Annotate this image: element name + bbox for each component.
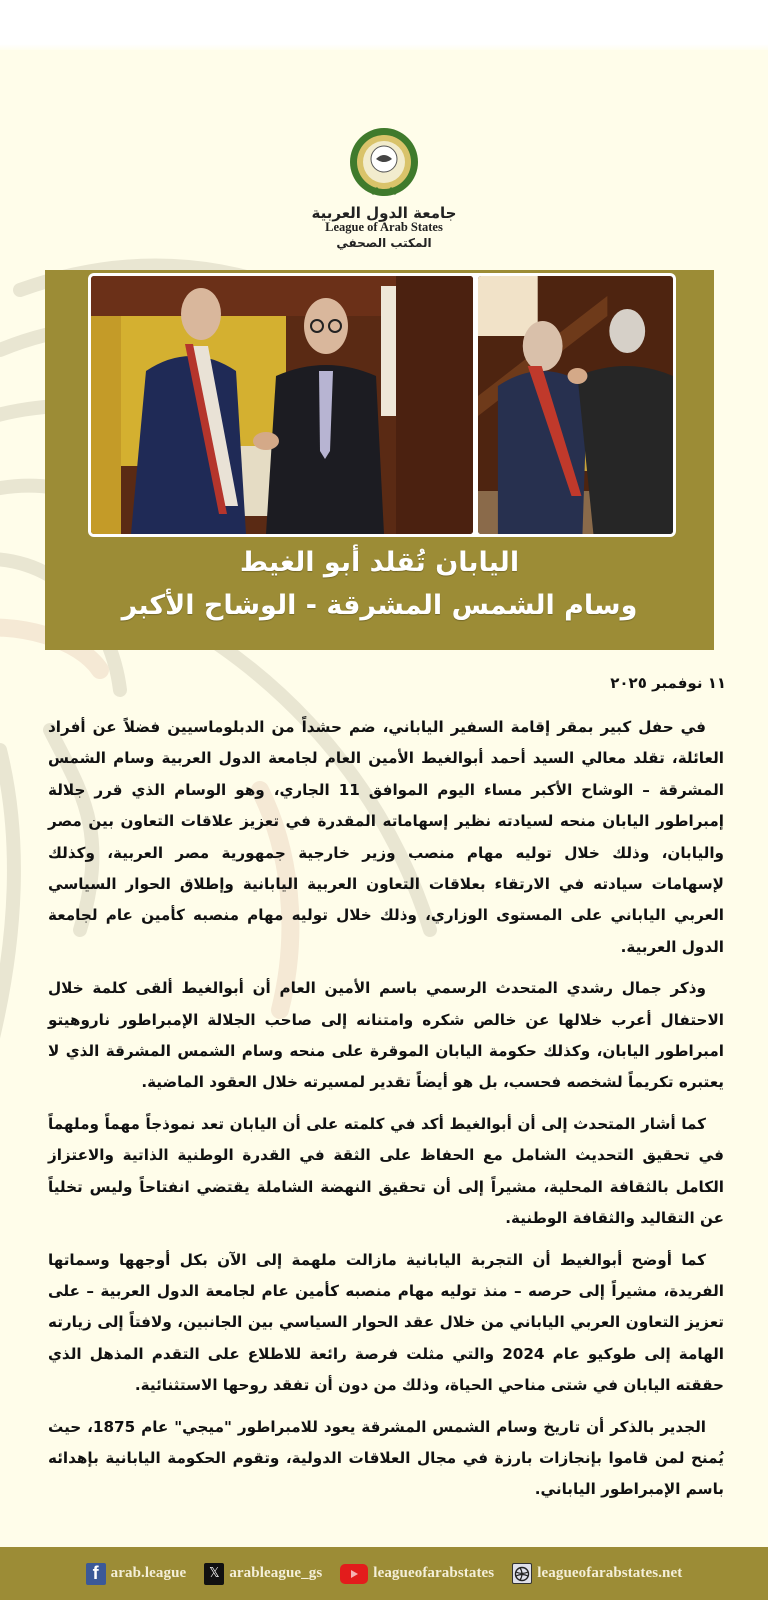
photo-sash-ceremony: [478, 276, 673, 534]
article-paragraph: وذكر جمال رشدي المتحدث الرسمي باسم الأمين العام أن أبوالغيط ألقى كلمة خلال الاحتفال أعرب خلالها عن خالص شكره وامتنانه إلى صاحب الجلالة الإمبراطور ناروهيتو امبراطور اليابان، وكذلك حكومة اليابان الموقرة على منحه وسام الشمس المشرقة الذي لا يعتبره تكريماً لشخصه فحسب، بل هو أيضاً تقدير لمسيرته خلال العقود الماضية.: [48, 979, 724, 1092]
press-office-label: المكتب الصحفي: [336, 236, 432, 250]
x-handle: arableague_gs: [229, 1565, 323, 1581]
article-body: [48, 712, 724, 1516]
website-icon: [512, 1563, 532, 1584]
article-paragraph: كما أشار المتحدث إلى أن أبوالغيط أكد في كلمته على أن اليابان تعد نموذجاً مهماً وملهماً في تحقيق التحديث الشامل مع الحفاظ على الثقة في القدرة الوطنية الذاتية والاعتزاز الكامل بالثقافة المحلية، مشيراً إلى أن تحقيق النهضة الشاملة يقتضي انفتاحاً وليس تخلياً عن التقاليد والثقافة الوطنية.: [48, 1114, 724, 1228]
article-date: ١١ نوفمبر ٢٠٢٥: [610, 674, 726, 692]
article-paragraph: كما أوضح أبوالغيط أن التجربة اليابانية مازالت ملهمة إلى الآن بكل أوجهها وسماتها الفريدة، مشيراً إلى حرصه – منذ توليه مهام منصبه كأمين عام لجامعة الدول العربية – على تعزيز التعاون العربي الياباني من خلال عقد الحوار السياسي بين الجانبين، ولافتاً إلى زيارته الهامة إلى طوكيو عام 2024 والتي مثلت فرصة رائعة للاطلاع على التقدم المذهل الذي حققته اليابان في شتى مناحي الحياة، وذلك من دون أن تفقد روحها الاستثنائية.: [48, 1250, 725, 1395]
article-paragraph: الجدير بالذكر أن تاريخ وسام الشمس المشرقة يعود للامبراطور "ميجي" عام 1875، حيث يُمنح لمن قاموا بإنجازات بارزة في مجال العلاقات الدولية، وتقوم الحكومة اليابانية بإهدائه باسم الإمبراطور الياباني.: [48, 1417, 724, 1499]
hero-panel: [45, 270, 714, 650]
photo-handshake: [91, 276, 473, 534]
social-link-facebook[interactable]: [86, 1563, 187, 1585]
social-link-youtube[interactable]: [340, 1564, 494, 1584]
top-margin: [0, 0, 768, 50]
youtube-icon: [340, 1564, 368, 1584]
headline-line-2: وسام الشمس المشرقة - الوشاح الأكبر: [121, 590, 638, 621]
facebook-icon: f: [86, 1563, 106, 1585]
photo-frame: [88, 273, 676, 537]
facebook-handle: arab.league: [110, 1565, 187, 1581]
social-footer: [0, 1547, 768, 1600]
youtube-handle: leagueofarabstates: [373, 1565, 495, 1581]
x-twitter-icon: 𝕏: [204, 1563, 224, 1585]
social-link-website[interactable]: [512, 1563, 682, 1584]
social-link-x[interactable]: [204, 1563, 322, 1585]
arab-league-emblem-icon: [344, 124, 424, 204]
org-name-arabic: جامعة الدول العربية: [311, 204, 457, 222]
org-name-english: League of Arab States: [325, 220, 443, 234]
headline-line-1: اليابان تُقلد أبو الغيط: [239, 547, 520, 578]
website-url: leagueofarabstates.net: [537, 1565, 683, 1581]
article-paragraph: في حفل كبير بمقر إقامة السفير الياباني، ضم حشداً من الدبلوماسيين فضلاً عن أفراد العائلة، تقلد معالي السيد أحمد أبوالغيط الأمين العام لجامعة الدول العربية وسام الشمس المشرقة – الوشاح الأكبر مساء اليوم الموافق 11 الجاري، وهو الوسام الذي قرر جلالة إمبراطور اليابان منحه لسيادته نظير إسهاماته المقدرة في تعزيز علاقات التعاون بين مصر واليابان، وذلك خلال توليه مهام منصب وزير خارجية جمهورية مصر العربية، وكذلك لإسهامات سيادته في الارتقاء بعلاقات التعاون العربية اليابانية وإطلاق الحوار السياسي العربي الياباني على المستوى الوزاري، وذلك خلال توليه مهام منصبه كأمين عام لجامعة الدول العربية.: [48, 718, 724, 956]
